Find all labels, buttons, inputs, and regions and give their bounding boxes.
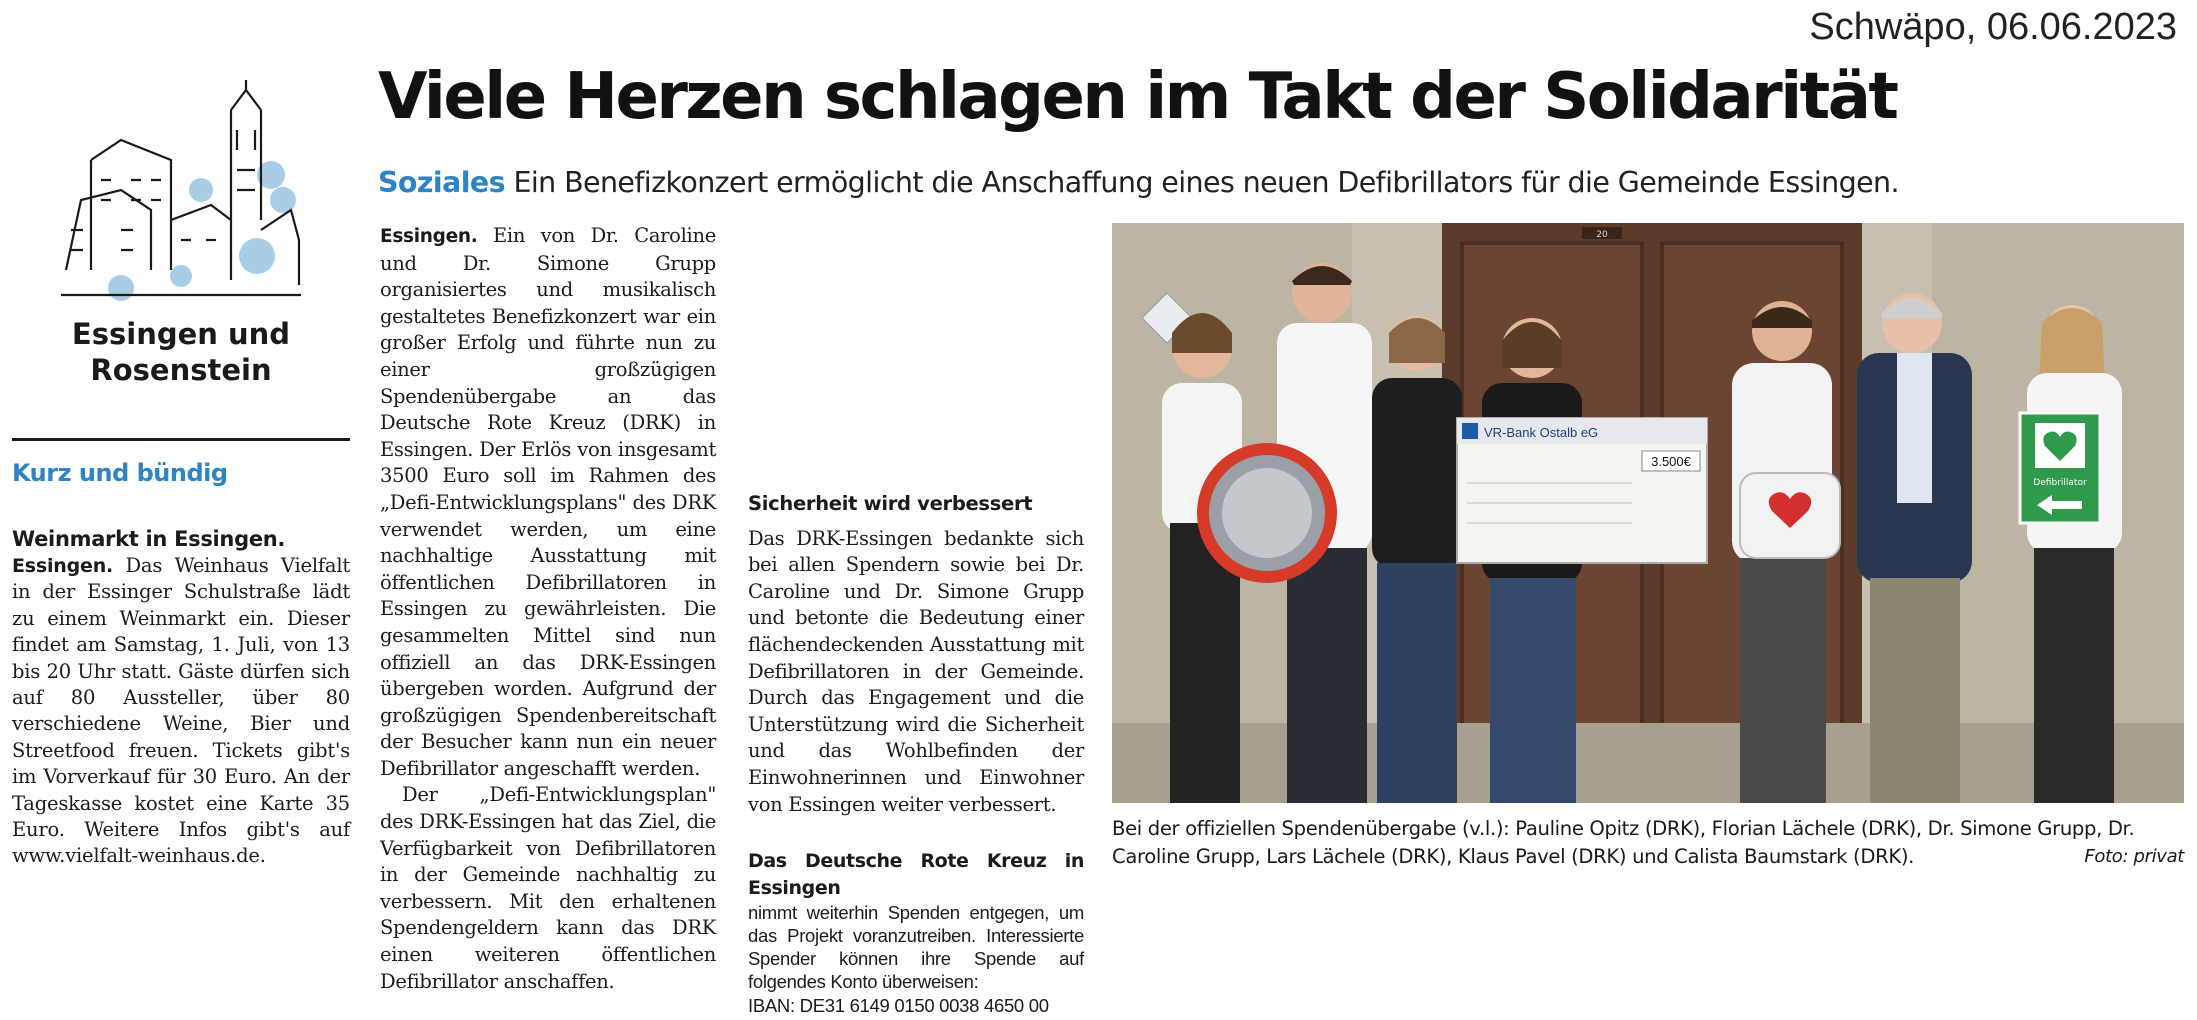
brief-dateline: Essingen.	[12, 555, 114, 577]
paragraph-3: Das DRK-Essingen bedankte sich bei allen Spendern sowie bei Dr. Caroline und Dr. Simone Grupp und betonte die Bedeutung einer flächendeckenden Ausstattung mit Defibrillatoren in der Gemeinde. Durch das Engagement und die Unterstützung wird die Sicherheit und das Wohlbefinden der Einwohnerinnen und Einwohner von Essingen weiter verbessert.	[748, 526, 1084, 816]
info-box-heading: Das Deutsche Rote Kreuz in Essingen	[748, 850, 1084, 899]
photo-caption	[1112, 815, 2184, 871]
topic-label: Soziales	[378, 166, 505, 199]
paragraph-2-text: Der „Defi-Entwicklungsplan" des DRK-Essingen hat das Ziel, die Verfügbarkeit von Defibrillatoren in der Gemeinde nachhaltig zu verbessern. Mit den erhaltenen Spendengeldern kann das DRK einen weiteren öffentlichen Defibrillator anschaffen.	[380, 783, 716, 993]
dek-text: Ein Benefizkonzert ermöglicht die Anschaffung eines neuen Defibrillators für die Gemeinde Essingen.	[513, 166, 1899, 199]
door-number: 20	[1596, 230, 1608, 240]
brief-text: Das Weinhaus Vielfalt in der Essinger Schulstraße lädt zu einem Weinmarkt ein. Dieser findet am Samstag, 1. Juli, von 13 bis 20 Uhr statt. Gäste dürfen sich auf 80 Aussteller, über 80 verschiedene Weine, Bier und Streetfood freuen. Tickets gibt's im Vorverkauf für 30 Euro. An der Tageskasse kostet eine Karte 35 Euro. Weitere Infos gibt's auf www.vielfalt-weinhaus.de.	[12, 554, 351, 868]
sidebar-divider	[12, 438, 350, 441]
info-box-text: nimmt weiterhin Spenden entgegen, um das Projekt voranzutreiben. Interessierte Spender können ihre Spende auf folgendes Konto überweisen:	[748, 902, 1084, 993]
brief-body	[12, 553, 350, 870]
place-name-line1: Essingen und	[71, 317, 291, 351]
cheque-amount: 3.500€	[1651, 454, 1691, 469]
subheading: Sicherheit wird verbessert	[748, 492, 1033, 515]
defi-sign-label: Defibrillator	[2033, 478, 2087, 488]
article-column-2	[748, 491, 1084, 1020]
sidebar	[12, 80, 350, 870]
article-photo	[1112, 223, 2184, 803]
person-6	[1857, 293, 1972, 803]
cheque-bank: VR-Bank Ostalb eG	[1484, 425, 1599, 440]
source-date: Schwäpo, 06.06.2023	[1809, 6, 2177, 48]
caption-text: Bei der offiziellen Spendenübergabe (v.l.): Pauline Opitz (DRK), Florian Lächele (DRK), Dr. Simone Grupp, Dr. Caroline Grupp, Lars Lächele (DRK), Klaus Pavel (DRK) und Calista Baumstark (DRK).	[1112, 817, 2135, 868]
town-logo	[61, 80, 301, 310]
info-box	[748, 848, 1084, 1020]
photo-credit: Foto: privat	[2084, 846, 2184, 867]
person-7	[2027, 305, 2122, 803]
iban: IBAN: DE31 6149 0150 0038 4650 00	[748, 995, 1049, 1017]
donation-cheque	[1457, 418, 1707, 563]
defibrillator-sign	[2020, 413, 2100, 523]
paragraph-1-text: Ein von Dr. Caroline und Dr. Simone Grupp organisiertes und musikalisch gestaltetes Benefizkonzert war ein großer Erfolg und führte nun zu einer großzügigen Spendenübergabe an das Deutsche Rote Kreuz (DRK) in Essingen. Der Erlös von insgesamt 3500 Euro soll im Rahmen des „Defi-Entwicklungsplans" des DRK verwendet werden, um eine nachhaltige Ausstattung mit öffentlichen Defibrillatoren in Essingen zu gewährleisten. Die gesammelten Mittel sind nun offiziell an das DRK-Essingen übergeben worden. Aufgrund der großzügigen Spendenbereitschaft der Besucher kann nun ein neuer Defibrillator angeschafft werden.	[380, 224, 716, 780]
paragraph-2	[380, 782, 716, 995]
defibrillator-device	[1740, 473, 1840, 558]
article-column-1	[380, 223, 716, 995]
group-photo	[1112, 223, 2184, 803]
place-name-line2: Rosenstein	[90, 353, 272, 387]
ambulance-helmet	[1197, 443, 1337, 583]
section-heading: Kurz und bündig	[12, 459, 228, 487]
place-name	[12, 316, 350, 388]
dek	[378, 166, 1899, 199]
dateline: Essingen.	[380, 226, 478, 247]
brief-title: Weinmarkt in Essingen.	[12, 527, 286, 551]
headline: Viele Herzen schlagen im Takt der Solidarität	[378, 60, 1897, 134]
paragraph-1	[380, 223, 716, 782]
person-3	[1372, 315, 1462, 803]
